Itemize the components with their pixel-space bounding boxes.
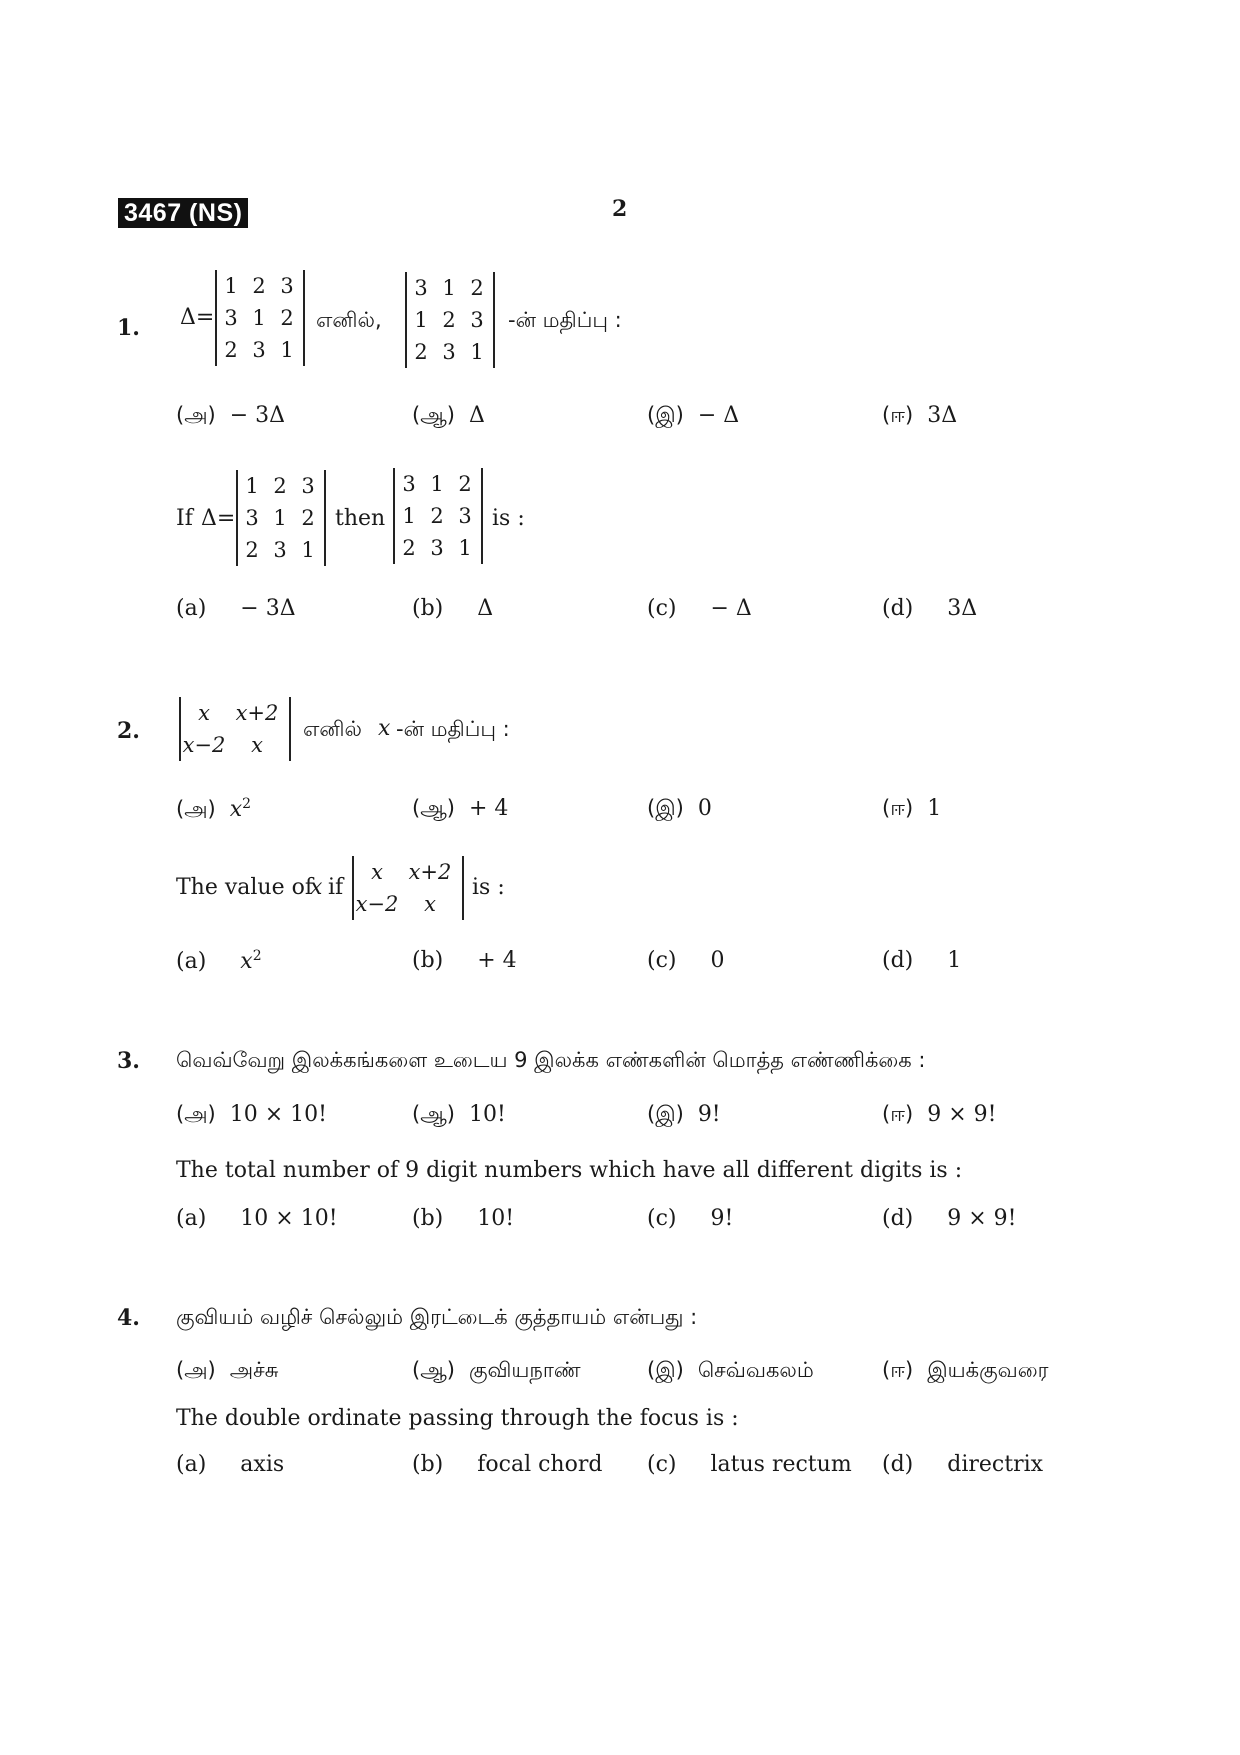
q1-english-option-c: (c) − Δ [647,596,752,621]
q3-english-option-d: (d) 9 × 9! [882,1206,1017,1231]
q1-tamil-matrix-a: 1 2 3 3 1 2 2 3 1 [215,270,305,366]
q2-tamil-option-3: (இ) 0 [647,796,712,821]
q4-english-question: The double ordinate passing through the focus is : [176,1406,739,1431]
question-4-number: 4. [117,1305,140,1331]
q2-en-is: is : [472,875,505,900]
q1-tamil-end: -ன் மதிப்பு : [508,308,622,332]
q4-english-option-d: (d) directrix [882,1452,1044,1477]
page-number: 2 [612,196,628,222]
q1-en-if: If [176,506,193,531]
q2-tamil-determinant: x x+2 x−2 x [179,697,291,761]
q1-en-delta-eq: Δ= [201,506,236,531]
q1-tamil-option-2: (ஆ) Δ [412,403,485,428]
q2-tamil-option-1: (அ) $x^2$ [176,796,252,823]
q4-english-option-c: (c) latus rectum [647,1452,852,1477]
q3-tamil-option-4: (ஈ) 9 × 9! [882,1102,997,1127]
q2-tamil-mid: எனில் [303,717,362,741]
q2-english-option-a: (a) $x^2$ [176,948,262,975]
q2-tamil-option-4: (ஈ) 1 [882,796,942,821]
q3-english-option-b: (b) 10! [412,1206,515,1231]
q4-tamil-option-1: (அ) அச்சு [176,1358,279,1382]
q4-english-option-a: (a) axis [176,1452,285,1477]
q1-english-option-a: (a) − 3Δ [176,596,296,621]
q1-english-matrix-a: 1 2 3 3 1 2 2 3 1 [236,470,326,566]
q2-tamil-var: x [378,716,391,741]
q3-english-option-a: (a) 10 × 10! [176,1206,338,1231]
q1-english-option-b: (b) Δ [412,596,494,621]
question-2-number: 2. [117,718,140,744]
q4-english-option-b: (b) focal chord [412,1452,603,1477]
q1-tamil-matrix-b: 3 1 2 1 2 3 2 3 1 [405,272,495,368]
q3-tamil-question: வெவ்வேறு இலக்கங்களை உடைய 9 இலக்க எண்களின் மொத்த எண்ணிக்கை : [176,1048,926,1072]
paper-code-badge: 3467 (NS) [118,198,248,228]
q2-english-option-d: (d) 1 [882,948,962,973]
q1-english-option-d: (d) 3Δ [882,596,978,621]
q1-delta-eq: Δ= [180,305,215,330]
q2-english-option-b: (b) + 4 [412,948,517,973]
q2-tamil-end: -ன் மதிப்பு : [396,717,510,741]
q2-en-if: if [328,875,344,900]
q2-en-var: x [310,875,323,900]
q3-tamil-option-1: (அ) 10 × 10! [176,1102,327,1127]
q1-en-then: then [335,506,386,531]
q4-tamil-option-4: (ஈ) இயக்குவரை [882,1358,1049,1382]
q3-english-option-c: (c) 9! [647,1206,734,1231]
question-1-number: 1. [117,315,140,341]
q1-tamil-mid: எனில், [316,308,382,332]
q2-english-option-c: (c) 0 [647,948,725,973]
q3-english-question: The total number of 9 digit numbers which have all different digits is : [176,1158,963,1183]
q1-tamil-option-1: (அ) − 3Δ [176,403,286,428]
q3-tamil-option-3: (இ) 9! [647,1102,721,1127]
q1-en-is: is : [492,506,525,531]
q4-tamil-option-2: (ஆ) குவியநாண் [412,1358,581,1382]
q2-en-prefix: The value of [176,875,314,900]
question-3-number: 3. [117,1048,140,1074]
q4-tamil-option-3: (இ) செவ்வகலம் [647,1358,814,1382]
q2-tamil-option-2: (ஆ) + 4 [412,796,509,821]
q1-tamil-option-3: (இ) − Δ [647,403,740,428]
q2-english-determinant: x x+2 x−2 x [352,856,464,920]
q1-english-matrix-b: 3 1 2 1 2 3 2 3 1 [393,468,483,564]
q3-tamil-option-2: (ஆ) 10! [412,1102,506,1127]
q1-tamil-option-4: (ஈ) 3Δ [882,403,958,428]
q4-tamil-question: குவியம் வழிச் செல்லும் இரட்டைக் குத்தாயம் என்பது : [176,1305,698,1329]
